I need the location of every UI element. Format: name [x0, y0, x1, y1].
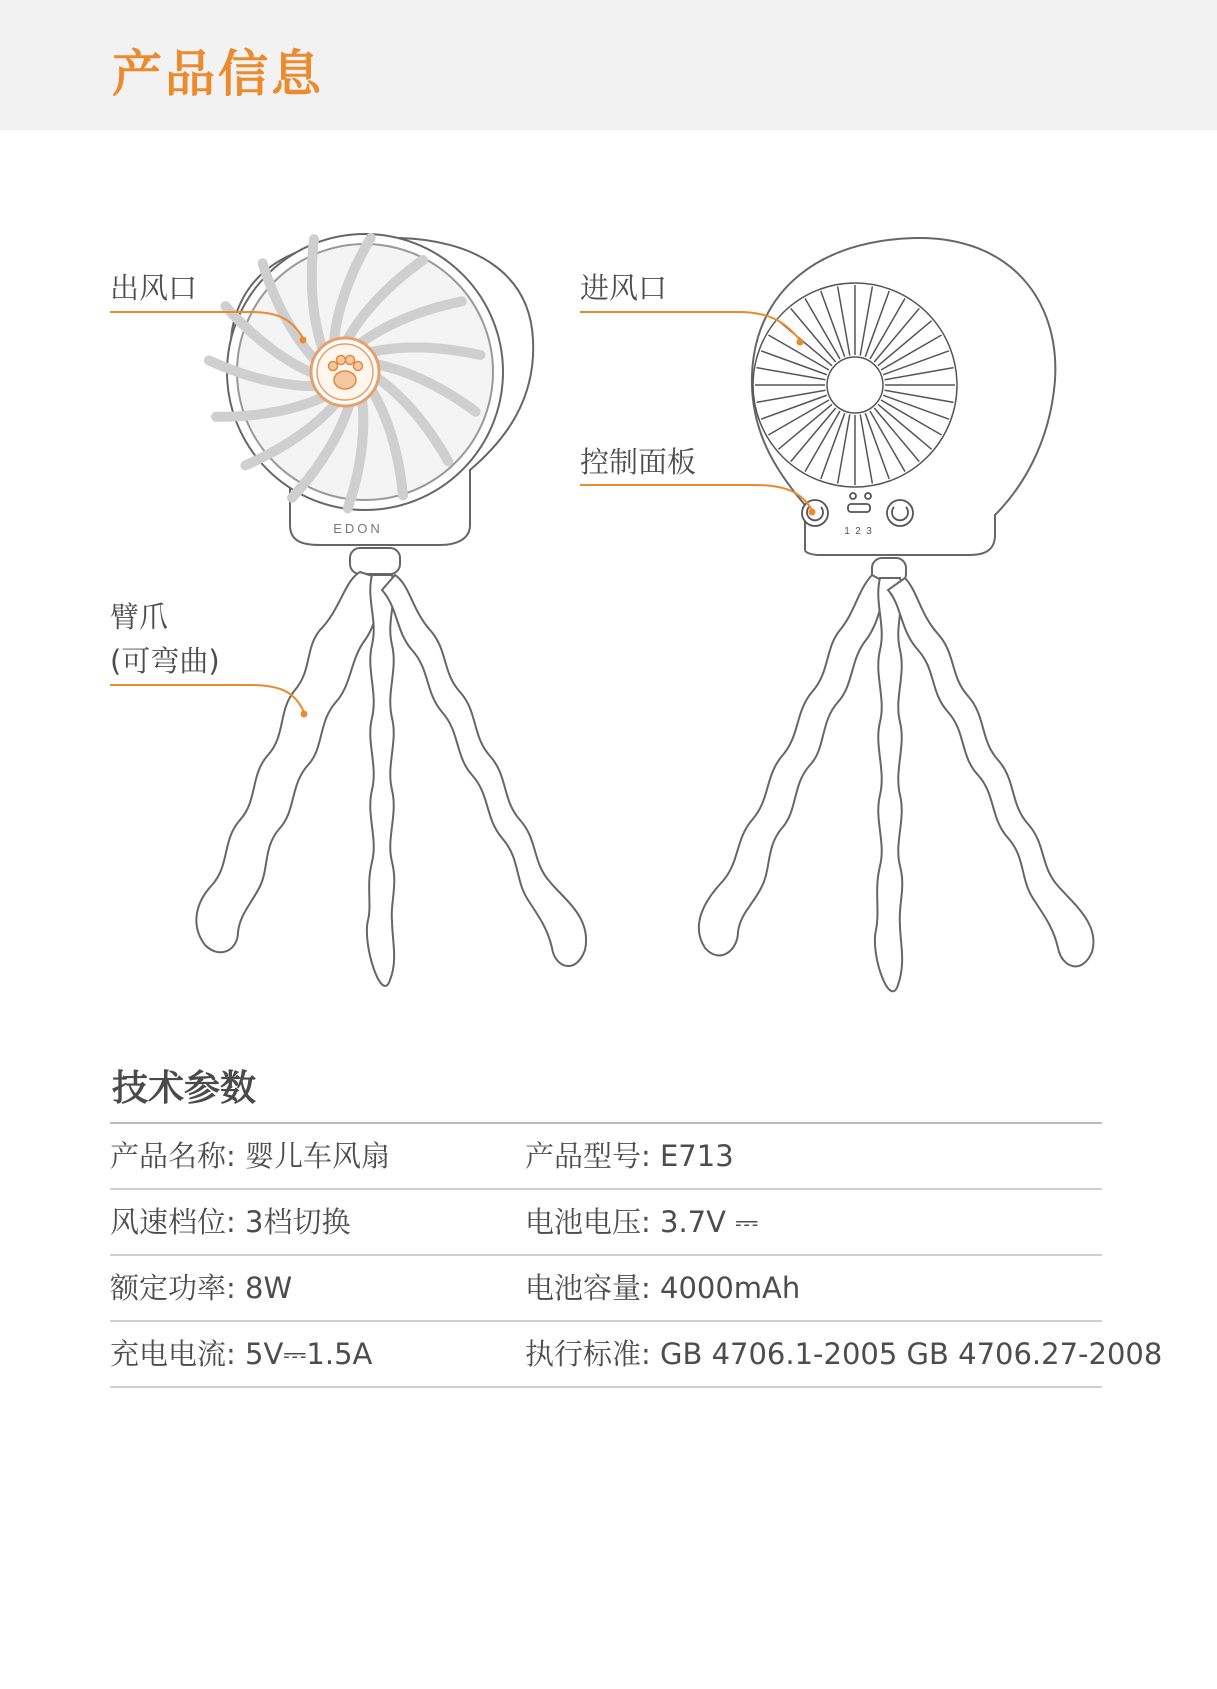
page-header [0, 0, 1217, 130]
back-leg-left [699, 575, 890, 955]
spec-speed-levels: 风速档位: 3档切换 [110, 1205, 351, 1239]
callout-control-panel: 控制面板 [580, 445, 697, 479]
specs-title: 技术参数 [112, 1068, 257, 1109]
callout-outlet: 出风口 [110, 271, 198, 305]
speed-mark-2: 2 [855, 526, 861, 537]
speed-markers [844, 526, 872, 537]
leader-arm [110, 685, 304, 712]
spec-row [110, 1190, 1102, 1256]
callout-arm-line2: (可弯曲) [110, 644, 220, 678]
spec-row [110, 1256, 1102, 1322]
brand-logo: EDON [333, 521, 383, 536]
speed-mark-1: 1 [844, 526, 850, 537]
spec-rated-power: 额定功率: 8W [110, 1271, 293, 1305]
spec-row [110, 1124, 1102, 1190]
back-fan-drawing [699, 238, 1094, 991]
speed-button-icon [887, 500, 913, 526]
front-fan-drawing [196, 234, 586, 986]
speed-mark-3: 3 [866, 526, 872, 537]
callout-arm-line1: 臂爪 [110, 600, 169, 634]
spec-charging-current: 充电电流: 5V⎓1.5A [110, 1337, 373, 1371]
front-joint [350, 548, 400, 574]
front-leg-left [196, 572, 385, 952]
product-illustration [0, 130, 1217, 1030]
spec-standard: 执行标准: GB 4706.1-2005 GB 4706.27-2008 [525, 1337, 1163, 1371]
spec-product-name: 产品名称: 婴儿车风扇 [110, 1139, 390, 1173]
spec-row [110, 1322, 1163, 1388]
leader-control [580, 485, 812, 510]
spec-battery-voltage: 电池电压: 3.7V ⎓ [525, 1205, 759, 1239]
spec-battery-capacity: 电池容量: 4000mAh [525, 1271, 801, 1305]
page-title: 产品信息 [112, 45, 324, 103]
callout-arm [110, 595, 220, 683]
back-leg-right [888, 578, 1094, 966]
back-leg-center [875, 578, 902, 991]
spec-model: 产品型号: E713 [525, 1139, 734, 1173]
callout-inlet: 进风口 [580, 271, 668, 305]
usb-port [848, 504, 870, 512]
inlet-grill [753, 283, 957, 487]
spec-table [110, 1122, 1163, 1388]
front-leg-right [382, 575, 586, 966]
front-leg-center [367, 575, 394, 986]
